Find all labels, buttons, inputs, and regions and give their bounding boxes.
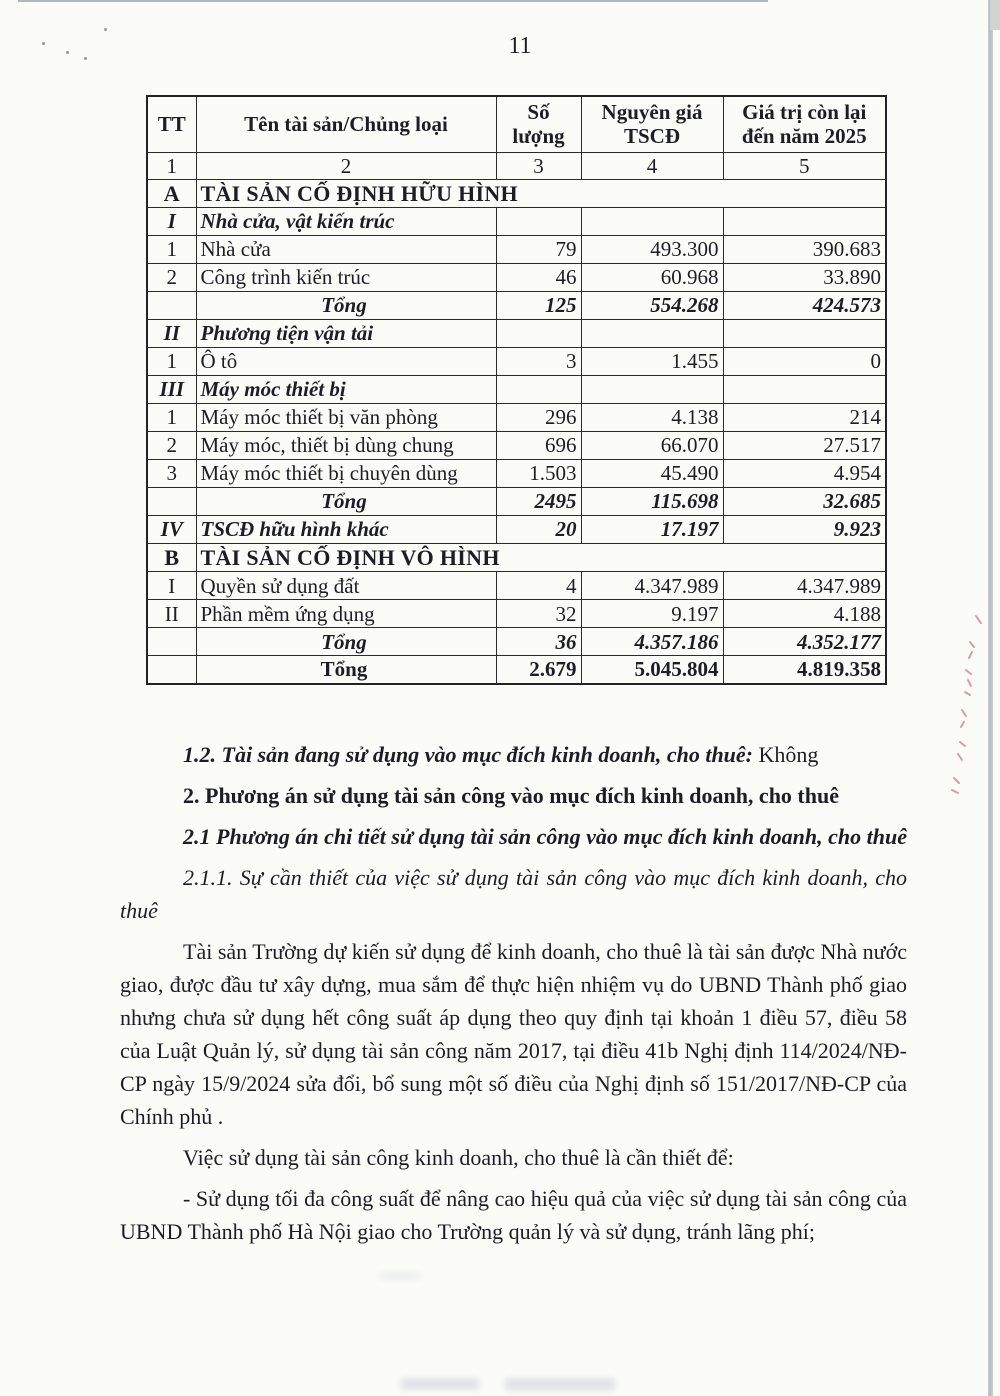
cell-remaining-value: [723, 319, 886, 347]
cell-remaining-value: 33.890: [723, 263, 886, 291]
scan-speck: [104, 28, 107, 31]
asset-table-body: [147, 179, 886, 684]
cell-quantity: 20: [496, 515, 581, 543]
cell-name: Máy móc thiết bị: [196, 375, 496, 403]
cell-original-cost: 4.357.186: [581, 628, 723, 656]
table-row: [147, 543, 886, 571]
table-row: [147, 347, 886, 375]
paragraph-2-1: 2.1 Phương án chi tiết sử dụng tài sản công vào mục đích kinh doanh, cho thuê: [183, 824, 907, 849]
cell-remaining-value: 390.683: [723, 235, 886, 263]
cell-remaining-value: 0: [723, 347, 886, 375]
cell-original-cost: [581, 207, 723, 235]
cell-name: Tổng: [196, 487, 496, 515]
cell-tt: 2: [147, 431, 196, 459]
table-row: [147, 375, 886, 403]
cell-remaining-value: 27.517: [723, 431, 886, 459]
cell-quantity: [496, 207, 581, 235]
table-row: [147, 656, 886, 684]
table-row: [147, 572, 886, 600]
scan-artifact-edge-line: [988, 0, 993, 1396]
paragraph-2: 2. Phương án sử dụng tài sản công vào mục đích kinh doanh, cho thuê: [183, 783, 839, 808]
cell-quantity: [496, 319, 581, 347]
cell-name: Máy móc thiết bị văn phòng: [196, 403, 496, 431]
cell-name: Tổng: [196, 628, 496, 656]
cell-name: TÀI SẢN CỐ ĐỊNH HỮU HÌNH: [196, 179, 886, 207]
cell-original-cost: 1.455: [581, 347, 723, 375]
header-cell-name: Tên tài sản/Chủng loại: [196, 96, 496, 152]
cell-quantity: 1.503: [496, 459, 581, 487]
cell-remaining-value: 214: [723, 403, 886, 431]
column-number: 5: [723, 152, 886, 179]
cell-original-cost: 60.968: [581, 263, 723, 291]
cell-original-cost: [581, 319, 723, 347]
cell-tt: II: [147, 319, 196, 347]
asset-table: [146, 95, 887, 685]
cell-tt: I: [147, 207, 196, 235]
cell-quantity: 125: [496, 291, 581, 319]
table-row: [147, 235, 886, 263]
cell-tt: 1: [147, 235, 196, 263]
cell-quantity: 4: [496, 572, 581, 600]
cell-tt: [147, 628, 196, 656]
column-number: 3: [496, 152, 581, 179]
cell-tt: III: [147, 375, 196, 403]
scan-bleedthrough: [400, 1378, 480, 1390]
paragraph-body-1: Tài sản Trường dự kiến sử dụng để kinh doanh, cho thuê là tài sản được Nhà nước giao, được đầu tư xây dựng, mua sắm để thực hiện nhiệm vụ do UBND Thành phố giao nhưng chưa sử dụng hết công suất áp dụng theo quy định tại khoản 1 điều 57, điều 58 của Luật Quản lý, sử dụng tài sản công năm 2017, tại điều 41b Nghị định 114/2024/NĐ-CP ngày 15/9/2024 sửa đổi, bổ sung một số điều của Nghị định số 151/2017/NĐ-CP của Chính phủ .: [120, 939, 907, 1129]
cell-original-cost: 66.070: [581, 431, 723, 459]
cell-original-cost: 45.490: [581, 459, 723, 487]
cell-name: Ô tô: [196, 347, 496, 375]
paragraph-body-3: - Sử dụng tối đa công suất để nâng cao hiệu quả của việc sử dụng tài sản công của UBND Thành phố Hà Nội giao cho Trường quản lý và sử dụng, tránh lãng phí;: [120, 1186, 907, 1244]
paragraph-2-1-1: 2.1.1. Sự cần thiết của việc sử dụng tài sản công vào mục đích kinh doanh, cho thuê: [120, 865, 907, 923]
table-row: [147, 179, 886, 207]
scan-artifact-top-strip: [18, 0, 768, 2]
cell-remaining-value: 4.954: [723, 459, 886, 487]
cell-quantity: 46: [496, 263, 581, 291]
cell-tt: [147, 487, 196, 515]
scan-artifact-corner: [990, 0, 1000, 30]
cell-original-cost: [581, 375, 723, 403]
header-cell-tt: TT: [147, 96, 196, 152]
cell-name: Công trình kiến trúc: [196, 263, 496, 291]
column-number: 1: [147, 152, 196, 179]
cell-quantity: 3: [496, 347, 581, 375]
cell-original-cost: 17.197: [581, 515, 723, 543]
cell-original-cost: 554.268: [581, 291, 723, 319]
cell-quantity: 79: [496, 235, 581, 263]
table-row: [147, 319, 886, 347]
cell-name: Máy móc, thiết bị dùng chung: [196, 431, 496, 459]
cell-name: Quyền sử dụng đất: [196, 572, 496, 600]
paragraph-body-2: Việc sử dụng tài sản công kinh doanh, cho thuê là cần thiết để:: [183, 1145, 734, 1170]
cell-name: Tổng: [196, 291, 496, 319]
cell-original-cost: 115.698: [581, 487, 723, 515]
body-text: [120, 738, 907, 1256]
cell-remaining-value: 4.347.989: [723, 572, 886, 600]
header-cell-qty: Số lượng: [496, 96, 581, 152]
column-number: 2: [196, 152, 496, 179]
cell-tt: [147, 656, 196, 684]
cell-original-cost: 493.300: [581, 235, 723, 263]
column-number: 4: [581, 152, 723, 179]
column-number-row: [147, 152, 886, 179]
cell-remaining-value: 4.352.177: [723, 628, 886, 656]
cell-name: Tổng: [196, 656, 496, 684]
cell-remaining-value: [723, 207, 886, 235]
cell-tt: 1: [147, 347, 196, 375]
cell-remaining-value: 4.819.358: [723, 656, 886, 684]
cell-tt: 2: [147, 263, 196, 291]
table-row: [147, 207, 886, 235]
red-handwriting-mark: [948, 608, 988, 808]
cell-quantity: 296: [496, 403, 581, 431]
asset-table-header: [147, 96, 886, 179]
cell-tt: A: [147, 179, 196, 207]
cell-tt: 1: [147, 403, 196, 431]
table-row: [147, 515, 886, 543]
scan-bleedthrough: [505, 1378, 615, 1391]
paragraph-1-2-heading: 1.2. Tài sản đang sử dụng vào mục đích kinh doanh, cho thuê:: [183, 742, 754, 767]
cell-remaining-value: 9.923: [723, 515, 886, 543]
table-row: [147, 431, 886, 459]
cell-original-cost: 5.045.804: [581, 656, 723, 684]
cell-quantity: 2495: [496, 487, 581, 515]
cell-name: Nhà cửa: [196, 235, 496, 263]
cell-remaining-value: 424.573: [723, 291, 886, 319]
cell-quantity: 36: [496, 628, 581, 656]
cell-tt: 3: [147, 459, 196, 487]
cell-original-cost: 4.347.989: [581, 572, 723, 600]
cell-original-cost: 4.138: [581, 403, 723, 431]
cell-name: Máy móc thiết bị chuyên dùng: [196, 459, 496, 487]
table-row: [147, 487, 886, 515]
cell-name: Phương tiện vận tải: [196, 319, 496, 347]
table-row: [147, 403, 886, 431]
cell-tt: II: [147, 600, 196, 628]
cell-quantity: 32: [496, 600, 581, 628]
cell-remaining-value: 32.685: [723, 487, 886, 515]
paragraph-1-2-value: Không: [753, 742, 819, 767]
cell-remaining-value: 4.188: [723, 600, 886, 628]
header-cell-remaining: Giá trị còn lại đến năm 2025: [723, 96, 886, 152]
cell-tt: [147, 291, 196, 319]
cell-quantity: 2.679: [496, 656, 581, 684]
paragraph-1-2: [120, 738, 907, 771]
cell-quantity: [496, 375, 581, 403]
page-number: 11: [508, 33, 532, 59]
cell-original-cost: 9.197: [581, 600, 723, 628]
header-cell-cost: Nguyên giá TSCĐ: [581, 96, 723, 152]
table-row: [147, 459, 886, 487]
cell-quantity: 696: [496, 431, 581, 459]
header-row: [147, 96, 886, 152]
cell-tt: I: [147, 572, 196, 600]
cell-tt: IV: [147, 515, 196, 543]
cell-tt: B: [147, 543, 196, 571]
table-row: [147, 600, 886, 628]
table-row: [147, 291, 886, 319]
cell-name: TÀI SẢN CỐ ĐỊNH VÔ HÌNH: [196, 543, 886, 571]
cell-name: TSCĐ hữu hình khác: [196, 515, 496, 543]
cell-name: Nhà cửa, vật kiến trúc: [196, 207, 496, 235]
scan-bleedthrough: [380, 1272, 420, 1280]
cell-name: Phần mềm ứng dụng: [196, 600, 496, 628]
table-row: [147, 628, 886, 656]
table-row: [147, 263, 886, 291]
cell-remaining-value: [723, 375, 886, 403]
